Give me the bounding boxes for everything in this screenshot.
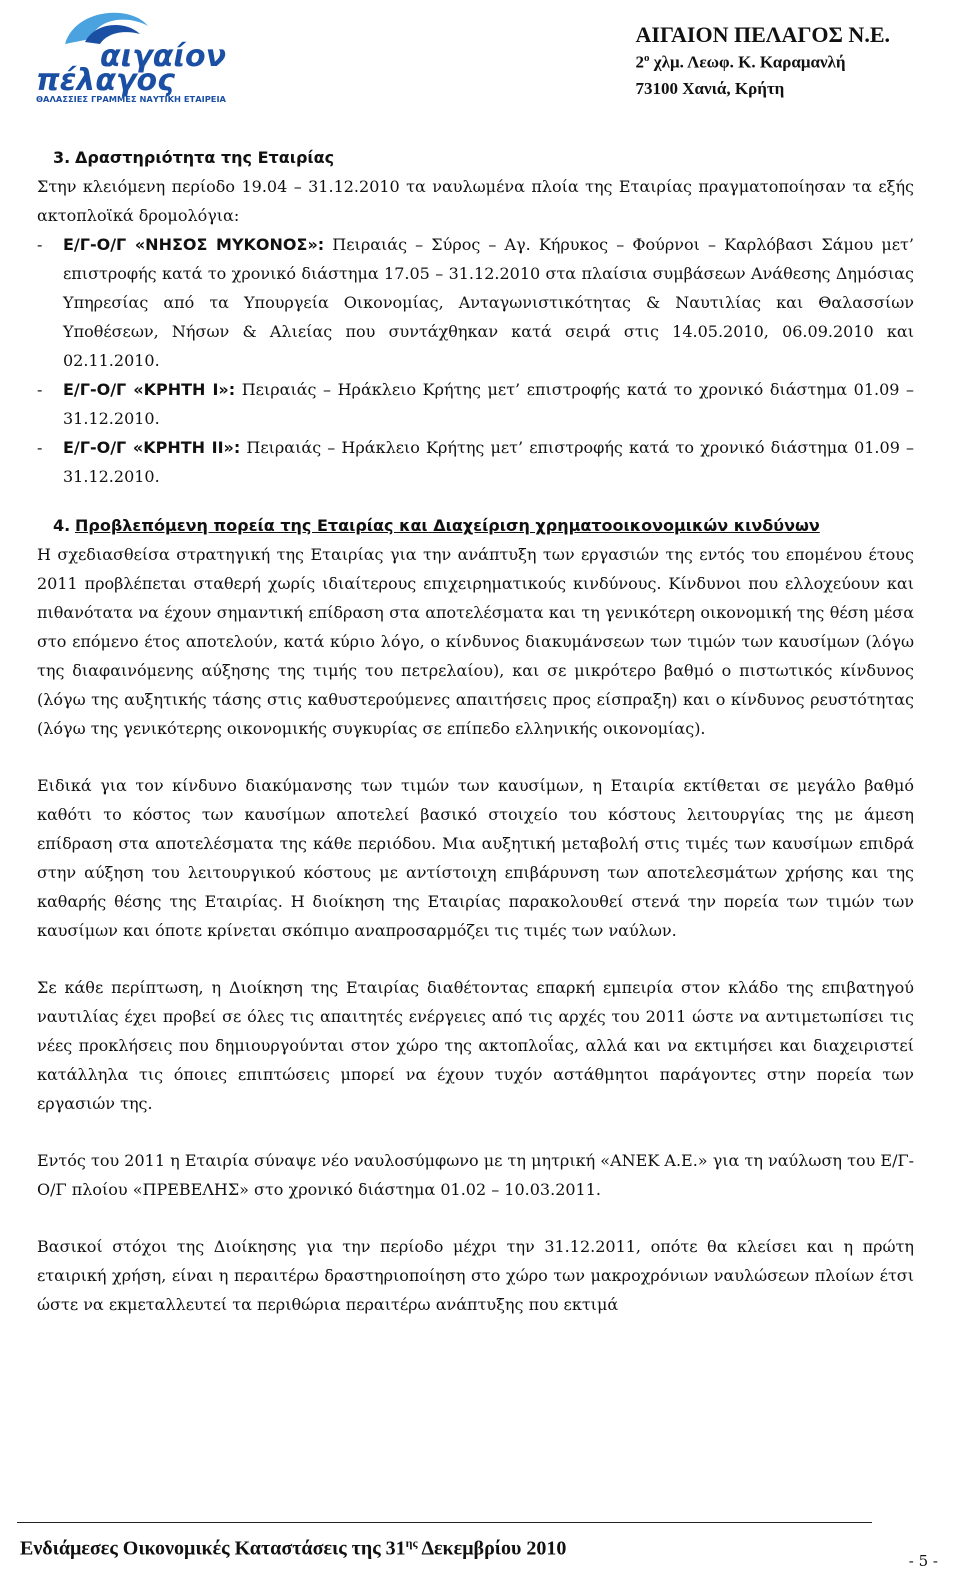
section-4-number: 4. (53, 516, 71, 535)
paragraph: Ειδικά για τον κίνδυνο διακύμανσης των τιμών των καυσίμων, η Εταιρία εκτίθεται σε μεγάλο βαθμό καθότι το κόστος των καυσίμων αποτελεί βασικό στοιχείο του κόστους λειτουργίας της με άμεση επίδραση στα αποτελέσματα της κάθε περιόδου. Μια αυξητική μεταβολή στις τιμές των καυσίμων επιδρά στην αύξηση του λειτουργικού κόστους με αντίστοιχη επιβάρυνση των αποτελεσμάτων χρήσης και της καθαρής θέσης της Εταιρίας. Η διοίκηση της Εταιρίας παρακολουθεί στενά την πορεία των τιμών των καυσίμων και όποτε κρίνεται σκόπιμο αναπροσαρμόζει τις τιμές των ναύλων. (37, 776, 914, 940)
logo-text-line1: αιγαίον (100, 39, 227, 74)
footer-title: Ενδιάμεσες Οικονομικές Καταστάσεις της $31^{\eta\varsigma}$ Δεκεμβρίου 2010 (20, 1536, 567, 1560)
bullet-dash: - (37, 438, 43, 457)
logo-tagline: ΘΑΛΑΣΣΙΕΣ ΓΡΑΜΜΕΣ ΝΑΥΤΙΚΗ ΕΤΑΙΡΕΙΑ (36, 94, 226, 104)
bullet-dash: - (37, 380, 43, 399)
route-text: Πειραιάς – Ηράκλειο Κρήτης μετ’ επιστροφής κατά το χρονικό διάστημα 01.09 – 31.12.2010. (63, 380, 915, 428)
vessel-name: Ε/Γ-Ο/Γ «ΝΗΣΟΣ ΜΥΚΟΝΟΣ»: (63, 235, 325, 254)
paragraph: Βασικοί στόχοι της Διοίκησης για την περίοδο μέχρι την 31.12.2011, οπότε θα κλείσει και η πρώτη εταιρική χρήση, είναι η περαιτέρω δραστηριοποίηση στο χώρο των μακροχρόνιων ναυλώσεων πλοίων έτσι ώστε να εκμεταλλευτεί τα περιθώρια περαιτέρω ανάπτυξης που εκτιμά (37, 1237, 914, 1314)
company-name: ΑΙΓΑΙΟΝ ΠΕΛΑΓΟΣ Ν.Ε. (635, 22, 890, 47)
route-bullet (37, 375, 914, 433)
section-4-title: Προβλεπόμενη πορεία της Εταιρίας και Διαχείριση χρηματοοικονομικών κινδύνων (75, 516, 820, 535)
route-bullet (37, 230, 914, 375)
page-number: - 5 - (908, 1552, 938, 1570)
logo-graphic (30, 4, 270, 104)
vessel-name: Ε/Γ-Ο/Γ «ΚΡΗΤΗ Ι»: (63, 380, 236, 399)
section-3-heading (37, 143, 914, 172)
footer-divider (17, 1522, 872, 1523)
route-text: Πειραιάς – Ηράκλειο Κρήτης μετ’ επιστροφής κατά το χρονικό διάστημα 01.09 – 31.12.2010. (63, 438, 915, 486)
paragraph: Εντός του 2011 η Εταιρία σύναψε νέο ναυλοσύμφωνο με τη μητρική «ΑΝΕΚ Α.Ε.» για τη ναύλωση του Ε/Γ-Ο/Γ πλοίου «ΠΡΕΒΕΛΗΣ» στο χρονικό διάστημα 01.02 – 10.03.2011. (37, 1151, 914, 1199)
paragraph: Η σχεδιασθείσα στρατηγική της Εταιρίας για την ανάπτυξη των εργασιών της εντός του επομένου έτους 2011 προβλέπεται σταθερή χωρίς ιδιαίτερους επιχειρηματικούς κινδύνους. Κίνδυνοι που ελλοχεύουν και πιθανότατα να έχουν σημαντική επίδραση στα αποτελέσματα και τη γενικότερη οικονομική της θέση μέσα στο επόμενο έτος αποτελούν, κατά κύριο λόγο, ο κίνδυνος διακυμάνσεων των τιμών των καυσίμων (λόγω της διαφαινόμενης αύξησης της τιμής του πετρελαίου), και σε μικρότερο βαθμό ο πιστωτικός κίνδυνος (λόγω της αυξητικής τάσης στις καθυστερούμενες απαιτήσεις προς είσπραξη) και ο κίνδυνος ρευστότητας (λόγω της γενικότερης οικονομικής συγκυρίας σε επίπεδο ελληνικής οικονομίας). (37, 545, 914, 738)
company-city: 73100 Χανιά, Κρήτη (635, 78, 785, 98)
page-header (0, 0, 960, 110)
section-3-title: Δραστηριότητα της Εταιρίας (75, 148, 335, 167)
company-address: $2^o$ χλμ. Λεωφ. Κ. Καραμανλή (635, 52, 846, 72)
company-info (636, 22, 891, 105)
route-bullet (37, 433, 914, 491)
section-3-number: 3. (53, 148, 71, 167)
logo-text-line2: πέλαγος (36, 63, 175, 98)
section-3-intro: Στην κλειόμενη περίοδο 19.04 – 31.12.2010 τα ναυλωμένα πλοία της Εταιρίας πραγματοποίησαν τα εξής ακτοπλοϊκά δρομολόγια: (37, 177, 914, 225)
document-body (37, 143, 914, 1319)
bullet-dash: - (37, 235, 43, 254)
vessel-name: Ε/Γ-Ο/Γ «ΚΡΗΤΗ ΙΙ»: (63, 438, 241, 457)
route-text: Πειραιάς – Σύρος – Αγ. Κήρυκος – Φούρνοι – Καρλόβασι Σάμου μετ’ επιστροφής κατά το χρονικό διάστημα 17.05 – 31.12.2010 στα πλαίσια συμβάσεων Ανάθεσης Δημόσιας Υπηρεσίας από τα Υπουργεία Οικονομίας, Ανταγωνιστικότητας & Ναυτιλίας και Θαλασσίων Υποθέσεων, Νήσων & Αλιείας που συντάχθηκαν κατά σειρά στις 14.05.2010, 06.09.2010 και 02.11.2010. (63, 235, 914, 370)
paragraph: Σε κάθε περίπτωση, η Διοίκηση της Εταιρίας διαθέτοντας επαρκή εμπειρία στον κλάδο της επιβατηγού ναυτιλίας έχει προβεί σε όλες τις απαιτητές ενέργειες από τις αρχές του 2011 ώστε να αντιμετωπίσει τις νέες προκλήσεις που δημιουργούνται στον χώρο της ακτοπλοΐας, αλλά και να εκτιμήσει και διαχειριστεί κατάλληλα τις όποιες επιπτώσεις μπορεί να έχουν τυχόν αστάθμητοι παράγοντες στην πορεία των εργασιών της. (37, 978, 914, 1113)
company-logo (30, 4, 270, 104)
section-4-heading (37, 511, 914, 540)
